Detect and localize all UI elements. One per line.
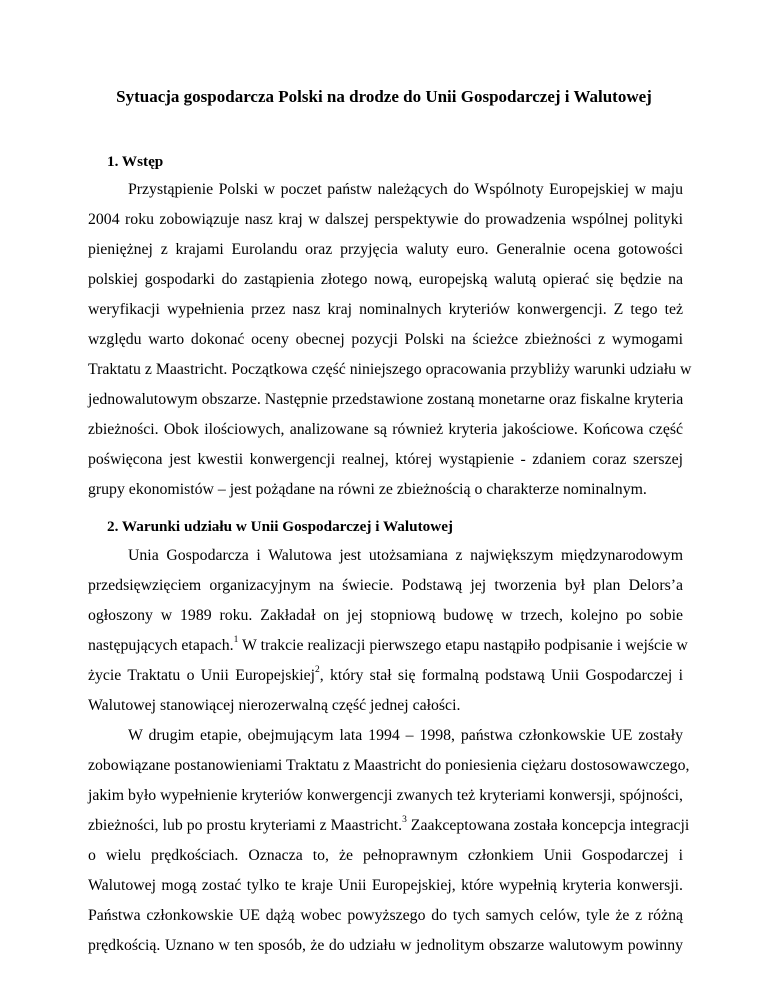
paragraph-line: 2004 roku zobowiązuje nasz kraj w dalszej perspektywie do prowadzenia wspólnej polityki (88, 211, 683, 228)
text-run: Zaakceptowana została koncepcja integracji (406, 817, 690, 834)
paragraph-line: ogłoszony w 1989 roku. Zakładał on jej stopniową budowę w trzech, kolejno po sobie (88, 607, 683, 624)
paragraph-line: Walutowej stanowiącej nierozerwalną część jednej całości. (88, 697, 461, 714)
paragraph-line: Walutowej mogą zostać tylko te kraje Unii Europejskiej, które wypełnią kryteria konwersji. (88, 877, 683, 894)
footnote-ref-2[interactable]: 2 (315, 664, 320, 675)
paragraph-line (88, 634, 688, 655)
paragraph-line: przedsięwzięciem organizacyjnym na świecie. Podstawą jej tworzenia był plan Delors’a (88, 577, 683, 594)
paragraph-line: jednowalutowym obszarze. Następnie przedstawione zostaną monetarne oraz fiskalne kryteria (88, 391, 684, 408)
paragraph-line (88, 664, 683, 685)
text-run: następujących etapach. (88, 637, 234, 654)
paragraph-line: o wielu prędkościach. Oznacza to, że pełnoprawnym członkiem Unii Gospodarczej i (88, 847, 683, 864)
paragraph-line: względu warto dokonać oceny obecnej pozycji Polski na ścieżce zbieżności z wymogami (88, 331, 683, 348)
section-heading-warunki: 2. Warunki udziału w Unii Gospodarczej i Walutowej (107, 518, 453, 535)
section-heading-wstep: 1. Wstęp (107, 153, 164, 170)
paragraph-line: Unia Gospodarcza i Walutowa jest utożsamiana z największym międzynarodowym (128, 547, 683, 564)
footnote-ref-3[interactable]: 3 (402, 814, 407, 825)
paragraph-line: W drugim etapie, obejmującym lata 1994 – 1998, państwa członkowskie UE zostały (128, 727, 683, 744)
footnote-ref-1[interactable]: 1 (233, 634, 239, 645)
paragraph-line: weryfikacji wypełnienia przez nasz kraj nominalnych kryteriów konwergencji. Z tego też (88, 301, 683, 318)
text-run: , który stał się formalną podstawą Unii Gospodarczej i (319, 667, 683, 684)
paragraph-line: Traktatu z Maastricht. Początkowa część niniejszego opracowania przybliży warunki udziału w (88, 361, 692, 378)
text-run: zbieżności, lub po prostu kryteriami z Maastricht. (88, 817, 403, 834)
paragraph-line: zbieżności. Obok ilościowych, analizowane są również kryteria jakościowe. Końcowa część (88, 421, 683, 438)
paragraph-line: zobowiązane postanowieniami Traktatu z Maastricht do poniesienia ciężaru dostosowawczego, (88, 757, 690, 774)
paragraph-line: grupy ekonomistów – jest pożądane na równi ze zbieżnością o charakterze nominalnym. (88, 481, 647, 498)
paragraph-line: Państwa członkowskie UE dążą wobec powyższego do tych samych celów, tyle że z różną (88, 907, 683, 924)
text-run: W trakcie realizacji pierwszego etapu nastąpiło podpisanie i wejście w (238, 637, 688, 654)
paragraph-line (88, 814, 690, 835)
document-title: Sytuacja gospodarcza Polski na drodze do Unii Gospodarczej i Walutowej (116, 87, 652, 106)
paragraph-line: poświęcona jest kwestii konwergencji realnej, której wystąpienie - zdaniem coraz szerszej (88, 451, 683, 468)
paragraph-line: jakim było wypełnienie kryteriów konwergencji zwanych też kryteriami konwersji, spójności, (88, 787, 683, 804)
paragraph-line: Przystąpienie Polski w poczet państw należących do Wspólnoty Europejskiej w maju (128, 181, 683, 198)
text-run: życie Traktatu o Unii Europejskiej (88, 667, 316, 684)
paragraph-line: pieniężnej z krajami Eurolandu oraz przyjęcia waluty euro. Generalnie ocena gotowości (88, 241, 683, 258)
paragraph-line: prędkością. Uznano w ten sposób, że do udziału w jednolitym obszarze walutowym powinny (88, 937, 683, 954)
paragraph-line: polskiej gospodarki do zastąpienia złotego nową, europejską walutą opierać się będzie na (88, 271, 683, 288)
